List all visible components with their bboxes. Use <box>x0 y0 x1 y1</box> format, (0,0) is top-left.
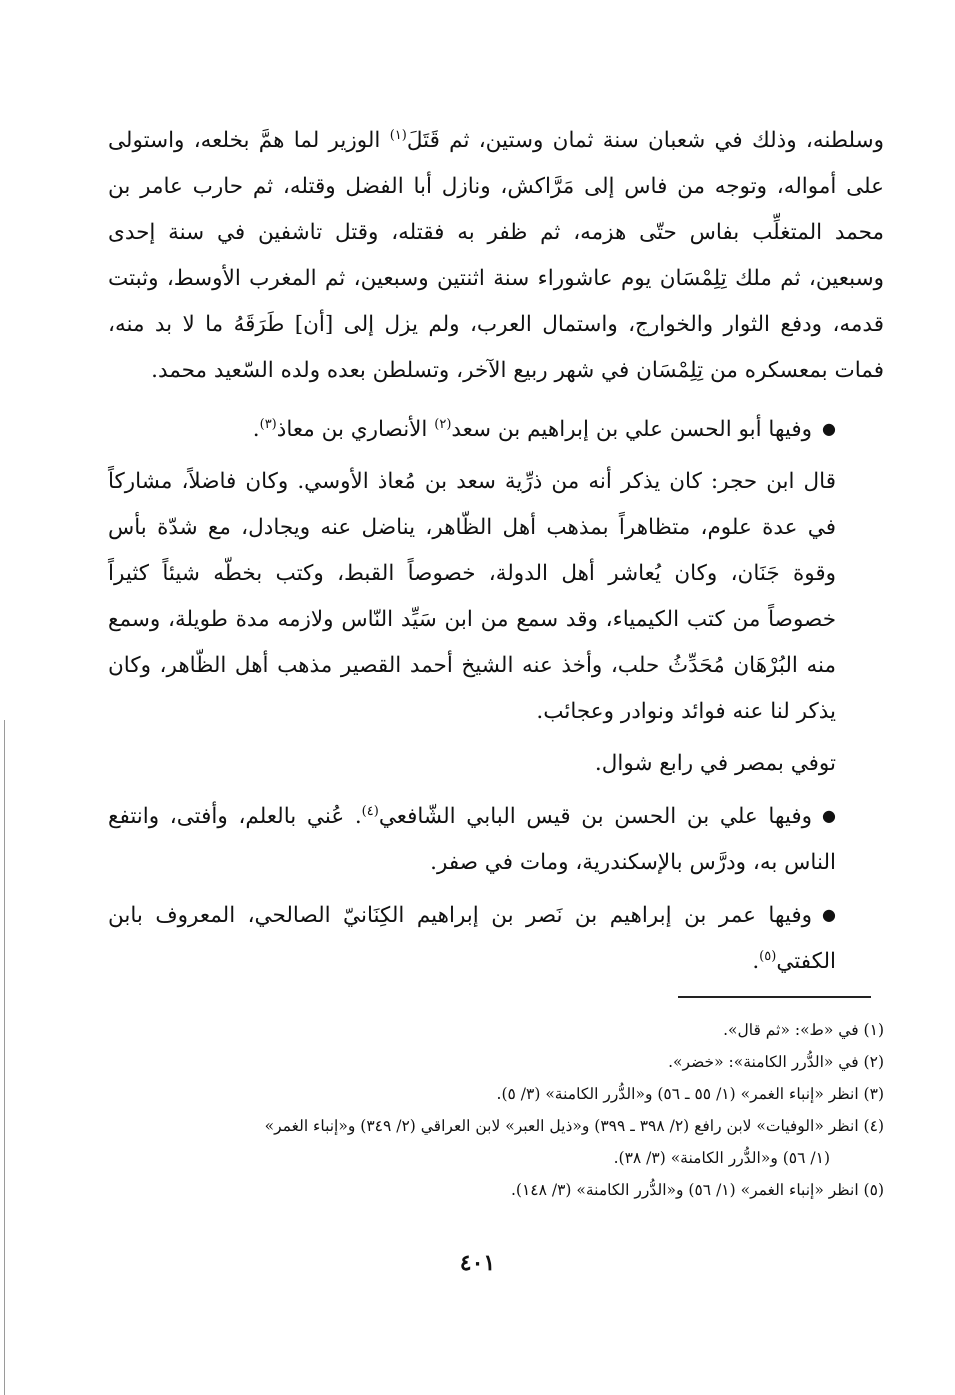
bullet-icon: ● <box>822 905 836 924</box>
bullet-icon: ● <box>822 419 836 438</box>
footnotes <box>120 1014 884 1206</box>
scan-edge-line <box>4 720 5 1395</box>
footnote-3: (٣) انظر «إنباء الغمر» (١/ ٥٥ ـ ٥٦) و«الدُّرر الكامنة» (٣/ ٥). <box>496 1085 884 1103</box>
main-text <box>108 118 884 985</box>
footnote-ref-1: (١) <box>389 127 407 143</box>
footnote-4-continuation: (١/ ٥٦) و«الدُّرر الكامنة» (٣/ ٣٨). <box>613 1149 830 1167</box>
paragraph-text: قال ابن حجر: كان يذكر أنه من ذرِّية سعد بن مُعاذ الأوسي. وكان فاضلاً، مشاركاً في عدة علوم، متظاهراً بمذهب أهل الظّاهر، يناضل عنه ويجادل، مع شدّة بأس وقوة جَنَان، وكان يُعاشر أهل الدولة، خصوصاً القبط، وكتب بخطّه شيئاً كثيراً خصوصاً من كتب الكيمياء، وقد سمع من ابن سَيِّد النّاس ولازمه مدة طويلة، وسمع منه البُرْهَان مُحَدِّثُ حلب، وأخذ عنه الشيخ أحمد القصير مذهب أهل الظّاهر، وكان يذكر لنا عنه فوائد ونوادر وعجائب. <box>108 469 836 724</box>
page-number: ٤٠١ <box>459 1250 496 1276</box>
paragraph-text: الوزير لما همَّ بخلعه، واستولى على أمواله، وتوجه من فاس إلى مَرَّاكش، ونازل أبا الفضل وقتله، ثم حارب عامر بن محمد المتغلِّب بفاس حتّى هزمه، ثم ظفر به فقتله، وقتل تاشفين في سنة إحدى وسبعين، ثم ملك تِلِمْسَان يوم عاشوراء سنة اثنتين وسبعين، ثم المغرب الأوسط، وثبتت قدمه، ودفع الثوار والخوارج، واستمال العرب، ولم يزل إلى [أن] طَرَقَهُ ما لا بد منه، فمات بمعسكره من تِلِمْسَان في شهر ربيع الآخر، وتسلطن بعده ولده السّعيد محمد. <box>108 128 884 383</box>
paragraph-4 <box>108 741 884 787</box>
paragraph-text: توفي بمصر في رابع شوال. <box>594 751 836 776</box>
footnote-2: (٢) في «الدُّرر الكامنة»: «خضر». <box>668 1053 884 1071</box>
footnote-1: (١) في «ط»: «ثم قال». <box>723 1021 884 1039</box>
bullet-icon: ● <box>822 806 836 825</box>
footnote-ref-4: (٤) <box>361 803 379 819</box>
footnote-4: (٤) انظر «الوفيات» لابن رافع (٢/ ٣٩٨ ـ ٣٩٩) و«ذيل العبر» لابن العراقي (٢/ ٣٤٩) و«إنباء الغمر» <box>264 1117 884 1135</box>
paragraph-text: . <box>252 417 260 442</box>
paragraph-text: . عُني بالعلم، وأفتى، وانتفع الناس به، ودرَّس بالإسكندرية، ومات في صفر. <box>108 804 836 875</box>
footnote-ref-2: (٢) <box>434 416 452 432</box>
paragraph-1 <box>108 118 884 394</box>
paragraph-text: . <box>752 949 760 974</box>
footnote-5: (٥) انظر «إنباء الغمر» (١/ ٥٦) و«الدُّرر الكامنة» (٣/ ١٤٨). <box>510 1181 884 1199</box>
paragraph-text: الأنصاري بن معاذ <box>276 417 435 442</box>
paragraph-2 <box>108 406 884 453</box>
paragraph-text: وفيها عمر بن إبراهيم بن نَصر بن إبراهيم الكِنَانيّ الصالحي، المعروف بابن الكفتي <box>108 903 836 974</box>
paragraph-text: وفيها أبو الحسن علي بن إبراهيم بن سعد <box>451 417 813 442</box>
paragraph-6 <box>108 892 884 985</box>
footnote-ref-3: (٣) <box>259 416 277 432</box>
footnote-separator <box>678 996 871 998</box>
paragraph-5 <box>108 793 884 886</box>
paragraph-text: وسلطنه، وذلك في شعبان سنة ثمان وستين، ثم قَتَلَ <box>406 128 884 153</box>
footnote-ref-5: (٥) <box>759 948 777 964</box>
paragraph-3 <box>108 459 884 735</box>
paragraph-text: وفيها علي بن الحسن بن قيس البابي الشّافعي <box>378 804 813 829</box>
